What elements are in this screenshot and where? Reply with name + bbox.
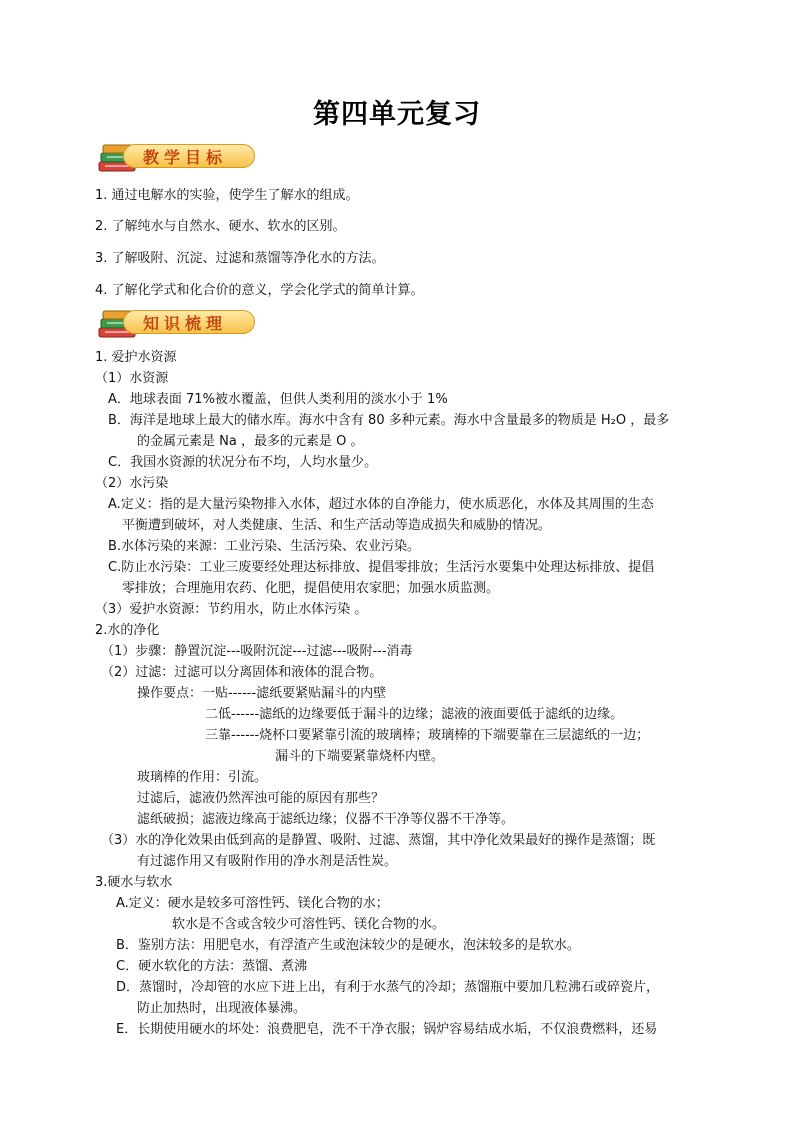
text-line: E．长期使用硬水的坏处：浪费肥皂，洗不干净衣服；锅炉容易结成水垢，不仅浪费燃料，还易 bbox=[116, 1022, 658, 1037]
text-line: 二低------滤纸的边缘要低于漏斗的边缘；滤液的液面要低于滤纸的边缘。 bbox=[205, 707, 624, 722]
text-line: 的金属元素是 Na ，最多的元素是 O 。 bbox=[137, 434, 364, 449]
text-line: 零排放；合理施用农药、化肥，提倡使用农家肥；加强水质监测。 bbox=[122, 581, 500, 596]
text-line: 滤纸破损；滤液边缘高于滤纸边缘；仪器不干净等仪器不干净等。 bbox=[137, 812, 515, 827]
subsection-heading: （3）爱护水资源：节约用水，防止水体污染 。 bbox=[95, 602, 368, 617]
text-line: A.定义：硬水是较多可溶性钙、镁化合物的水； bbox=[116, 896, 389, 911]
section-heading: 2.水的净化 bbox=[95, 623, 160, 638]
text-line: B.水体污染的来源：工业污染、生活污染、农业污染。 bbox=[108, 539, 421, 554]
objective-item: 4. 了解化学式和化合价的意义，学会化学式的简单计算。 bbox=[95, 283, 424, 298]
text-line: 玻璃棒的作用：引流。 bbox=[137, 770, 268, 785]
text-line: 平衡遭到破坏，对人类健康、生活、和生产活动等造成损失和威胁的情况。 bbox=[122, 518, 552, 533]
subsection-heading: （2）水污染 bbox=[95, 476, 169, 491]
text-line: D．蒸馏时，冷却管的水应下进上出，有利于水蒸气的冷却；蒸馏瓶中要加几粒沸石或碎瓷片， bbox=[116, 980, 660, 995]
subsection-heading: （1）水资源 bbox=[95, 371, 169, 386]
text-line: A.定义：指的是大量污染物排入水体，超过水体的自净能力，使水质恶化，水体及其周围的生态 bbox=[108, 497, 654, 512]
section-heading: 1. 爱护水资源 bbox=[95, 350, 177, 365]
text-line: （3）水的净化效果由低到高的是静置、吸附、过滤、蒸馏，其中净化效果最好的操作是蒸馏；既 bbox=[101, 833, 656, 848]
banner-label: 教学目标 bbox=[143, 148, 228, 167]
text-line: A．地球表面 71%被水覆盖，但供人类利用的淡水小于 1% bbox=[108, 392, 448, 407]
text-line: 有过滤作用又有吸附作用的净水剂是活性炭。 bbox=[137, 854, 398, 869]
page-title: 第四单元复习 bbox=[313, 99, 481, 130]
text-line: 三靠------烧杯口要紧靠引流的玻璃棒；玻璃棒的下端要靠在三层滤纸的一边； bbox=[205, 728, 650, 743]
banner-label: 知识梳理 bbox=[143, 314, 228, 333]
knowledge-banner bbox=[97, 306, 259, 340]
objective-item: 1. 通过电解水的实验，使学生了解水的组成。 bbox=[95, 188, 359, 203]
text-line: 漏斗的下端要紧靠烧杯内壁。 bbox=[275, 749, 445, 764]
text-line: 防止加热时，出现液体暴沸。 bbox=[137, 1001, 307, 1016]
text-line: B．海洋是地球上最大的储水库。海水中含有 80 多种元素。海水中含量最多的物质是 H₂O ，最多 bbox=[108, 413, 670, 428]
text-line: C．我国水资源的状况分布不均，人均水量少。 bbox=[108, 455, 378, 470]
text-line: 过滤后，滤液仍然浑浊可能的原因有那些？ bbox=[137, 791, 385, 806]
text-line: （2）过滤：过滤可以分离固体和液体的混合物。 bbox=[101, 665, 383, 680]
objective-item: 2. 了解纯水与自然水、硬水、软水的区别。 bbox=[95, 219, 346, 234]
objective-item: 3. 了解吸附、沉淀、过滤和蒸馏等净化水的方法。 bbox=[95, 251, 385, 266]
objectives-banner bbox=[97, 140, 259, 174]
section-heading: 3.硬水与软水 bbox=[95, 875, 173, 890]
text-line: （1）步骤：静置沉淀---吸附沉淀---过滤---吸附---消毒 bbox=[101, 644, 413, 659]
text-line: 软水是不含或含较少可溶性钙、镁化合物的水。 bbox=[172, 917, 446, 932]
text-line: B．鉴别方法：用肥皂水，有浮渣产生或泡沫较少的是硬水，泡沫较多的是软水。 bbox=[116, 938, 580, 953]
text-line: C．硬水软化的方法：蒸馏、煮沸 bbox=[116, 959, 308, 974]
text-line: C.防止水污染：工业三废要经处理达标排放、提倡零排放；生活污水要集中处理达标排放、提倡 bbox=[108, 560, 655, 575]
text-line: 操作要点：一贴------滤纸要紧贴漏斗的内壁 bbox=[137, 686, 387, 701]
